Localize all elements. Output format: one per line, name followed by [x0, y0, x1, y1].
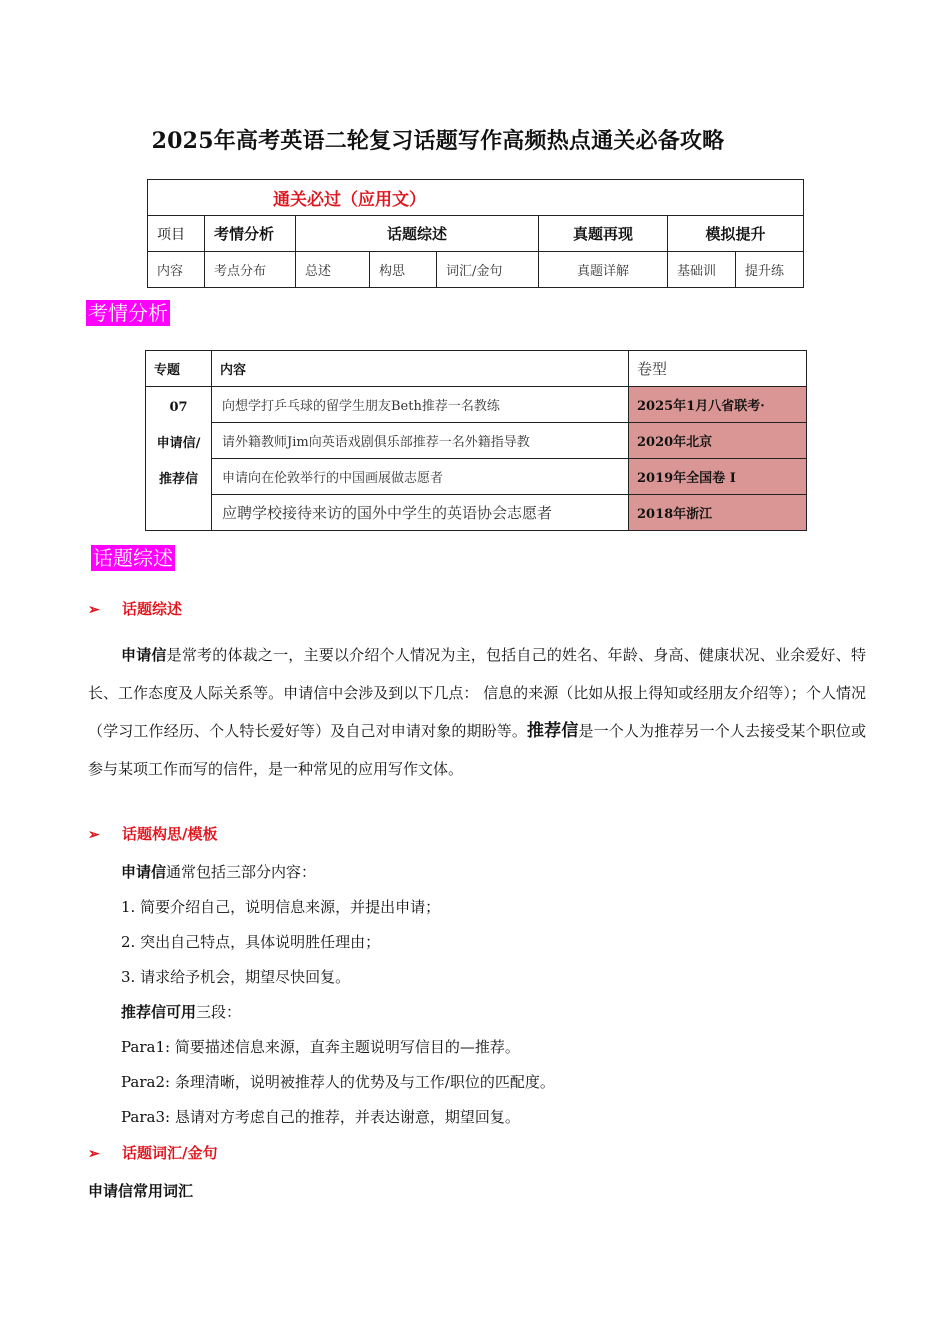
- overview-summary: 话题综述: [296, 216, 539, 252]
- topic-content-3: 申请向在伦敦举行的中国画展做志愿者: [212, 459, 629, 495]
- overview-c3: 构思: [370, 252, 437, 288]
- bullet-summary: [88, 598, 182, 619]
- outline-line-5-rest: 三段：: [196, 1003, 242, 1021]
- overview-table: [147, 179, 804, 288]
- outline-line-3: 2. 突出自己特点，具体说明胜任理由；: [121, 933, 381, 951]
- bullet-outline-label: 话题构思/模板: [122, 825, 218, 843]
- topics-table: [145, 350, 807, 531]
- overview-c1: 考点分布: [205, 252, 296, 288]
- arrow-bullet-icon: ➢: [88, 1146, 100, 1162]
- overview-c5: 真题详解: [539, 252, 668, 288]
- outline-line-2: 1. 简要介绍自己，说明信息来源，并提出申请；: [121, 898, 441, 916]
- outline-line-1-rest: 通常包括三部分内容：: [166, 863, 317, 881]
- outline-line-7: Para2: 条理清晰，说明被推荐人的优势及与工作/职位的匹配度。: [121, 1073, 555, 1091]
- topic-exam-1: 2025年1月八省联考·: [629, 387, 807, 423]
- outline-line-5-bold: 推荐信可用: [121, 1003, 197, 1021]
- overview-row1-label: 项目: [148, 216, 205, 252]
- topic-content-4: 应聘学校接待来访的国外中学生的英语协会志愿者: [212, 495, 629, 531]
- outline-line-6: Para1: 简要描述信息来源，直奔主题说明写信目的—推荐。: [121, 1038, 520, 1056]
- topic-name-line1: 申请信/: [156, 436, 201, 451]
- overview-mock: 模拟提升: [668, 216, 804, 252]
- overview-real: 真题再现: [539, 216, 668, 252]
- topic-number: 07: [169, 400, 188, 415]
- term-recommendation-letter: 推荐信: [527, 721, 579, 741]
- outline-line-8: Para3: 恳请对方考虑自己的推荐，并表达谢意，期望回复。: [121, 1108, 520, 1126]
- overview-c6: 基础训: [668, 252, 736, 288]
- overview-c2: 总述: [296, 252, 370, 288]
- summary-text-1: 是常考的体裁之一，主要以介绍个人情况为主，包括自己的姓名、年龄、身高、健康状况、业余爱好、特长、工作态度及人际关系等。申请信中会涉及到以下几点： 信息的来源（比如从报上得知或经朋友介绍等）；个人情况（学习工作经历、个人特长爱好等）及自己对申请对象的期盼等。: [88, 646, 866, 740]
- topics-header-content: 内容: [212, 351, 629, 387]
- topic-exam-4: 2018年浙江: [629, 495, 807, 531]
- topic-exam-3: 2019年全国卷 Ⅰ: [629, 459, 807, 495]
- outline-line-1-bold: 申请信: [121, 863, 167, 881]
- topic-content-1: 向想学打乒乓球的留学生朋友Beth推荐一名教练: [212, 387, 629, 423]
- overview-analysis: 考情分析: [205, 216, 296, 252]
- topic-exam-2: 2020年北京: [629, 423, 807, 459]
- vocab-heading: 申请信常用词汇: [88, 1182, 194, 1200]
- overview-row2-label: 内容: [148, 252, 205, 288]
- overview-c4: 词汇/金句: [437, 252, 539, 288]
- bullet-summary-label: 话题综述: [122, 600, 183, 618]
- outline-line-1: [121, 861, 316, 882]
- outline-line-4: 3. 请求给予机会，期望尽快回复。: [121, 968, 351, 986]
- bullet-vocab: [88, 1142, 217, 1163]
- outline-line-5: [121, 1001, 241, 1022]
- topic-name-line2: 推荐信: [158, 472, 198, 487]
- overview-header: 通关必过（应用文）: [148, 180, 804, 216]
- bullet-outline: [88, 823, 217, 844]
- section-tag-analysis: 考情分析: [88, 301, 168, 325]
- arrow-bullet-icon: ➢: [88, 602, 100, 618]
- summary-paragraph: [88, 636, 866, 788]
- page-title: 2025年高考英语二轮复习话题写作高频热点通关必备攻略: [151, 128, 725, 154]
- topic-cell: [146, 387, 212, 531]
- topic-content-2: 请外籍教师Jim向英语戏剧俱乐部推荐一名外籍指导教: [212, 423, 629, 459]
- overview-c7: 提升练: [736, 252, 804, 288]
- summary-text-2: 是一个人为推荐另一个人去接受某个职位或参与某项工作而写的信件，是一种常见的应用写作文体。: [88, 722, 866, 778]
- term-application-letter: 申请信: [121, 646, 167, 664]
- topics-header-exam: 卷型: [629, 351, 807, 387]
- bullet-vocab-label: 话题词汇/金句: [122, 1144, 218, 1162]
- topics-header-topic: 专题: [146, 351, 212, 387]
- section-tag-summary: 话题综述: [93, 546, 173, 570]
- arrow-bullet-icon: ➢: [88, 827, 100, 843]
